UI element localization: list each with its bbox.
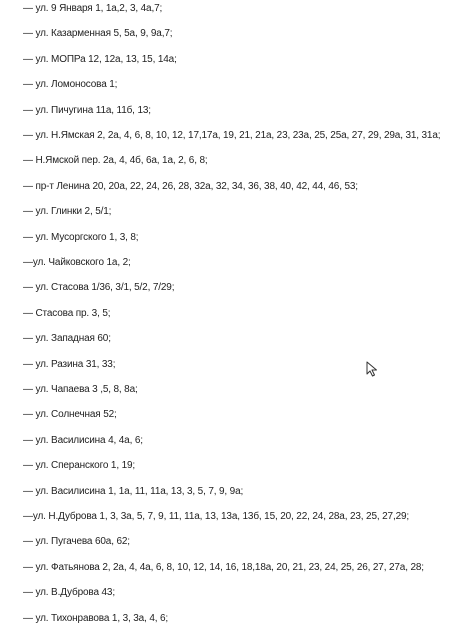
address-line: — ул. Тихонравова 1, 3, 3а, 4, 6; <box>23 613 169 624</box>
address-line: — ул. Василисина 1, 1а, 11, 11а, 13, 3, 5, 7, 9, 9а; <box>23 486 244 497</box>
address-line: — ул. 9 Января 1, 1а,2, 3, 4а,7; <box>23 3 163 14</box>
address-line: — ул. Чапаева 3 ,5, 8, 8а; <box>23 384 138 395</box>
address-line: — ул. Сперанского 1, 19; <box>23 460 136 471</box>
address-line: — ул. Пичугина 11а, 11б, 13; <box>23 105 151 116</box>
address-line: — ул. МОПРа 12, 12а, 13, 15, 14а; <box>23 54 177 65</box>
address-line: — ул. Солнечная 52; <box>23 409 117 420</box>
address-line: — ул. Мусоргского 1, 3, 8; <box>23 232 139 243</box>
address-line: — ул. В.Дуброва 43; <box>23 587 115 598</box>
mouse-pointer-icon <box>366 361 378 377</box>
address-line: — ул. Глинки 2, 5/1; <box>23 206 112 217</box>
address-line: — ул. Казарменная 5, 5а, 9, 9а,7; <box>23 28 173 39</box>
address-line: — ул. Фатьянова 2, 2а, 4, 4а, 6, 8, 10, 12, 14, 16, 18,18а, 20, 21, 23, 24, 25, 26, 27, 27а, 28; <box>23 562 424 573</box>
address-line: — ул. Пугачева 60а, 62; <box>23 536 130 547</box>
address-line: — ул. Разина 31, 33; <box>23 359 116 370</box>
address-line: — Н.Ямской пер. 2а, 4, 4б, 6а, 1а, 2, 6, 8; <box>23 155 208 166</box>
address-line: — пр-т Ленина 20, 20а, 22, 24, 26, 28, 32а, 32, 34, 36, 38, 40, 42, 44, 46, 53; <box>23 181 358 192</box>
address-line: — ул. Василисина 4, 4а, 6; <box>23 435 143 446</box>
address-line: —ул. Н.Дуброва 1, 3, 3а, 5, 7, 9, 11, 11а, 13, 13а, 13б, 15, 20, 22, 24, 28а, 23, 25, 27,29; <box>23 511 410 522</box>
address-line: — ул. Стасова 1/36, 3/1, 5/2, 7/29; <box>23 282 175 293</box>
address-line: — ул. Н.Ямская 2, 2а, 4, 6, 8, 10, 12, 17,17а, 19, 21, 21а, 23, 23а, 25, 25а, 27, 29, 29а, 31, 31а; <box>23 130 441 141</box>
address-line: — ул. Западная 60; <box>23 333 111 344</box>
address-line: —ул. Чайковского 1а, 2; <box>23 257 131 268</box>
address-line: — Стасова пр. 3, 5; <box>23 308 111 319</box>
address-line: — ул. Ломоносова 1; <box>23 79 118 90</box>
